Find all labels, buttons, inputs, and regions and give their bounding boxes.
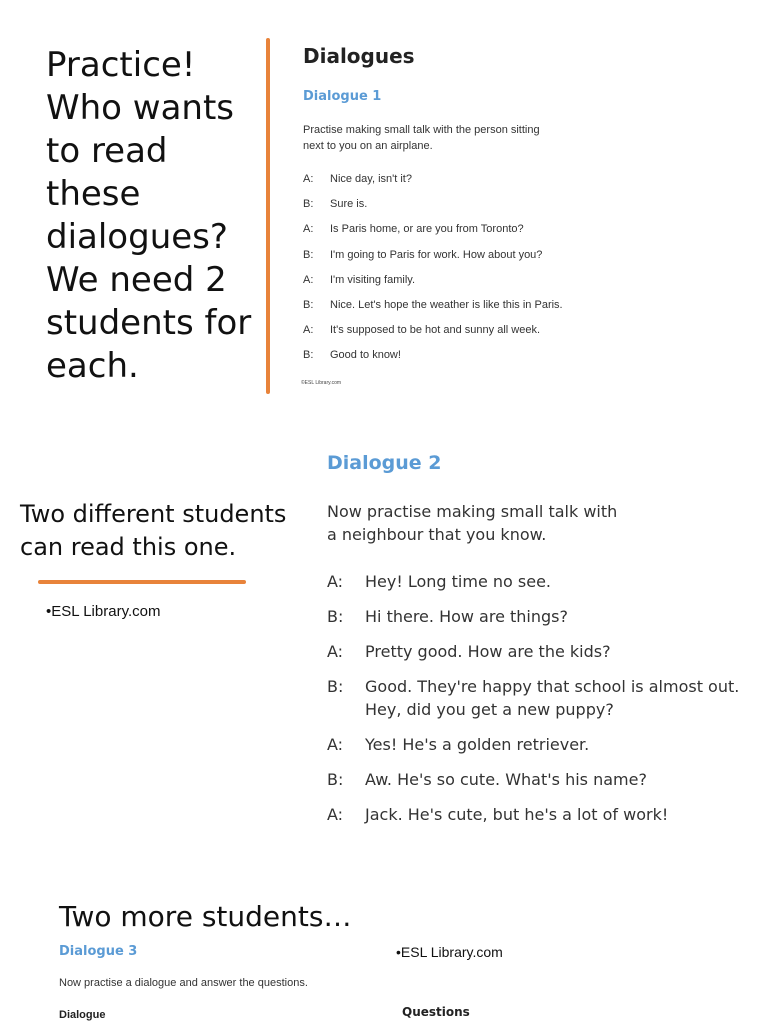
line-text: I'm visiting family. bbox=[330, 273, 416, 286]
two-more-students-heading: Two more students… bbox=[59, 900, 352, 933]
speaker-label: A: bbox=[327, 572, 344, 591]
dialogue-1-intro: Practise making small talk with the person sitting next to you on an airplane. bbox=[303, 124, 540, 152]
two-students-note: Two different students can read this one. bbox=[20, 500, 287, 561]
line-text: Yes! He's a golden retriever. bbox=[365, 735, 590, 754]
dialogue-line bbox=[303, 197, 623, 222]
speaker-label: B: bbox=[303, 248, 314, 261]
dialogue-2-lines bbox=[327, 570, 747, 838]
dialogue-line bbox=[327, 640, 747, 663]
esl-library-credit-2: •ESL Library.com bbox=[396, 944, 503, 960]
speaker-label: B: bbox=[327, 677, 344, 696]
dialogue-1-title: Dialogue 1 bbox=[303, 89, 382, 104]
questions-label: Questions bbox=[402, 1005, 470, 1019]
dialogue-line bbox=[303, 248, 623, 273]
line-text: It's supposed to be hot and sunny all week. bbox=[330, 324, 541, 337]
dialogue-line bbox=[327, 803, 747, 826]
speaker-label: A: bbox=[327, 735, 344, 754]
dialogue-2-intro: Now practise making small talk with a neighbour that you know. bbox=[327, 502, 618, 544]
speaker-label: B: bbox=[327, 607, 344, 626]
line-text: Jack. He's cute, but he's a lot of work! bbox=[365, 805, 669, 824]
dialogue-line bbox=[327, 570, 747, 593]
speaker-label: B: bbox=[327, 770, 344, 789]
speaker-label: B: bbox=[303, 298, 314, 311]
dialogue-line bbox=[303, 172, 623, 197]
line-text: Hey! Long time no see. bbox=[365, 572, 552, 591]
dialogues-heading: Dialogues bbox=[303, 44, 415, 68]
speaker-label: A: bbox=[327, 642, 344, 661]
dialogue-line bbox=[303, 222, 623, 247]
dialogue-3-label: Dialogue bbox=[59, 1009, 106, 1021]
line-text: Good. They're happy that school is almost out. Hey, did you get a new puppy? bbox=[365, 677, 740, 719]
line-text: I'm going to Paris for work. How about you? bbox=[330, 248, 543, 261]
dialogue-1-lines bbox=[303, 172, 623, 374]
dialogue-line bbox=[303, 298, 623, 323]
dialogue-line bbox=[327, 733, 747, 756]
esl-library-credit: •ESL Library.com bbox=[46, 603, 161, 620]
dialogue-3-intro: Now practise a dialogue and answer the questions. bbox=[59, 977, 308, 989]
speaker-label: B: bbox=[303, 349, 314, 362]
line-text: Good to know! bbox=[330, 349, 401, 362]
speaker-label: A: bbox=[303, 173, 314, 185]
speaker-label: A: bbox=[303, 223, 314, 236]
line-text: Nice day, isn't it? bbox=[330, 173, 412, 185]
line-text: Sure is. bbox=[330, 198, 368, 211]
speaker-label: A: bbox=[303, 273, 314, 286]
dialogue-line bbox=[327, 768, 747, 791]
speaker-label: A: bbox=[303, 324, 314, 337]
dialogue-2-title: Dialogue 2 bbox=[327, 452, 442, 474]
dialogue-1-credit: ©ESL Library.com bbox=[301, 380, 342, 386]
line-text: Hi there. How are things? bbox=[365, 607, 568, 626]
dialogue-line bbox=[327, 675, 747, 721]
line-text: Is Paris home, or are you from Toronto? bbox=[330, 223, 524, 236]
dialogue-line bbox=[327, 605, 747, 628]
speaker-label: B: bbox=[303, 198, 314, 211]
line-text: Pretty good. How are the kids? bbox=[365, 642, 611, 661]
orange-horizontal-divider bbox=[38, 580, 246, 584]
dialogue-line bbox=[303, 348, 623, 373]
orange-vertical-divider bbox=[266, 38, 270, 394]
dialogue-line bbox=[303, 323, 623, 348]
speaker-label: A: bbox=[327, 805, 344, 824]
line-text: Aw. He's so cute. What's his name? bbox=[365, 770, 647, 789]
dialogue-3-title: Dialogue 3 bbox=[59, 944, 138, 959]
line-text: Nice. Let's hope the weather is like this in Paris. bbox=[330, 298, 563, 311]
dialogue-line bbox=[303, 273, 623, 298]
practice-prompt: Practice! Who wants to read these dialogues? We need 2 students for each. bbox=[46, 45, 252, 386]
